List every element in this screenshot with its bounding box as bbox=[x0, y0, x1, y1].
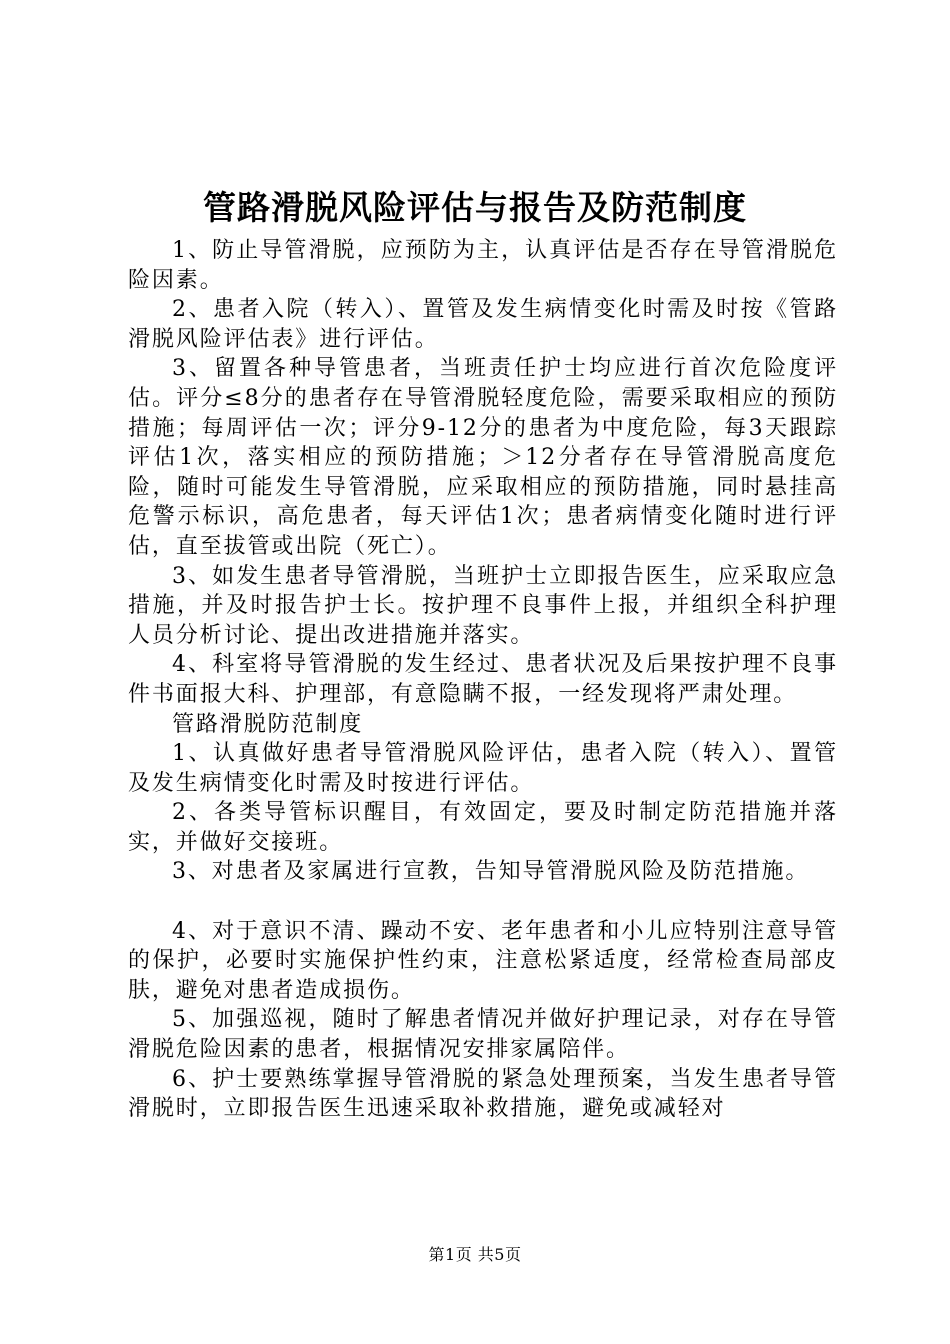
prevention-item-4: 4、对于意识不清、躁动不安、老年患者和小儿应特别注意导管的保护，必要时实施保护性约束，注意松紧适度，经常检查局部皮肤，避免对患者造成损伤。 bbox=[128, 918, 838, 1003]
paragraph-4: 3、如发生患者导管滑脱，当班护士立即报告医生，应采取应急措施，并及时报告护士长。按护理不良事件上报，并组织全科护理人员分析讨论、提出改进措施并落实。 bbox=[128, 563, 838, 648]
paragraph-3: 3、留置各种导管患者，当班责任护士均应进行首次危险度评估。评分≤8分的患者存在导管滑脱轻度危险，需要采取相应的预防措施；每周评估一次；评分9-12分的患者为中度危险，每3天跟踪评估1次，落实相应的预防措施；＞12分者存在导管滑脱高度危险，随时可能发生导管滑脱，应采取相应的预防措施，同时悬挂高危警示标识，高危患者，每天评估1次；患者病情变化随时进行评估，直至拔管或出院（死亡）。 bbox=[128, 356, 838, 559]
document-body bbox=[128, 236, 838, 1124]
prevention-item-6: 6、护士要熟练掌握导管滑脱的紧急处理预案，当发生患者导管滑脱时，立即报告医生迅速采取补救措施，避免或减轻对 bbox=[128, 1066, 838, 1122]
document-title: 管路滑脱风险评估与报告及防范制度 bbox=[203, 188, 747, 227]
page-number: 第1页 共5页 bbox=[428, 1245, 522, 1264]
paragraph-2: 2、患者入院（转入）、置管及发生病情变化时需及时按《管路滑脱风险评估表》进行评估。 bbox=[128, 297, 838, 352]
section-heading: 管路滑脱防范制度 bbox=[172, 711, 364, 737]
paragraph-1: 1、防止导管滑脱，应预防为主，认真评估是否存在导管滑脱危险因素。 bbox=[128, 238, 838, 293]
prevention-item-3: 3、对患者及家属进行宣教，告知导管滑脱风险及防范措施。 bbox=[172, 859, 810, 885]
paragraph-5: 4、科室将导管滑脱的发生经过、患者状况及后果按护理不良事件书面报大科、护理部，有意隐瞒不报，一经发现将严肃处理。 bbox=[128, 652, 838, 707]
prevention-item-2: 2、各类导管标识醒目，有效固定，要及时制定防范措施并落实，并做好交接班。 bbox=[128, 800, 838, 855]
prevention-item-1: 1、认真做好患者导管滑脱风险评估，患者入院（转入）、置管及发生病情变化时需及时按进行评估。 bbox=[128, 741, 838, 796]
prevention-item-5: 5、加强巡视，随时了解患者情况并做好护理记录，对存在导管滑脱危险因素的患者，根据情况安排家属陪伴。 bbox=[128, 1007, 838, 1063]
